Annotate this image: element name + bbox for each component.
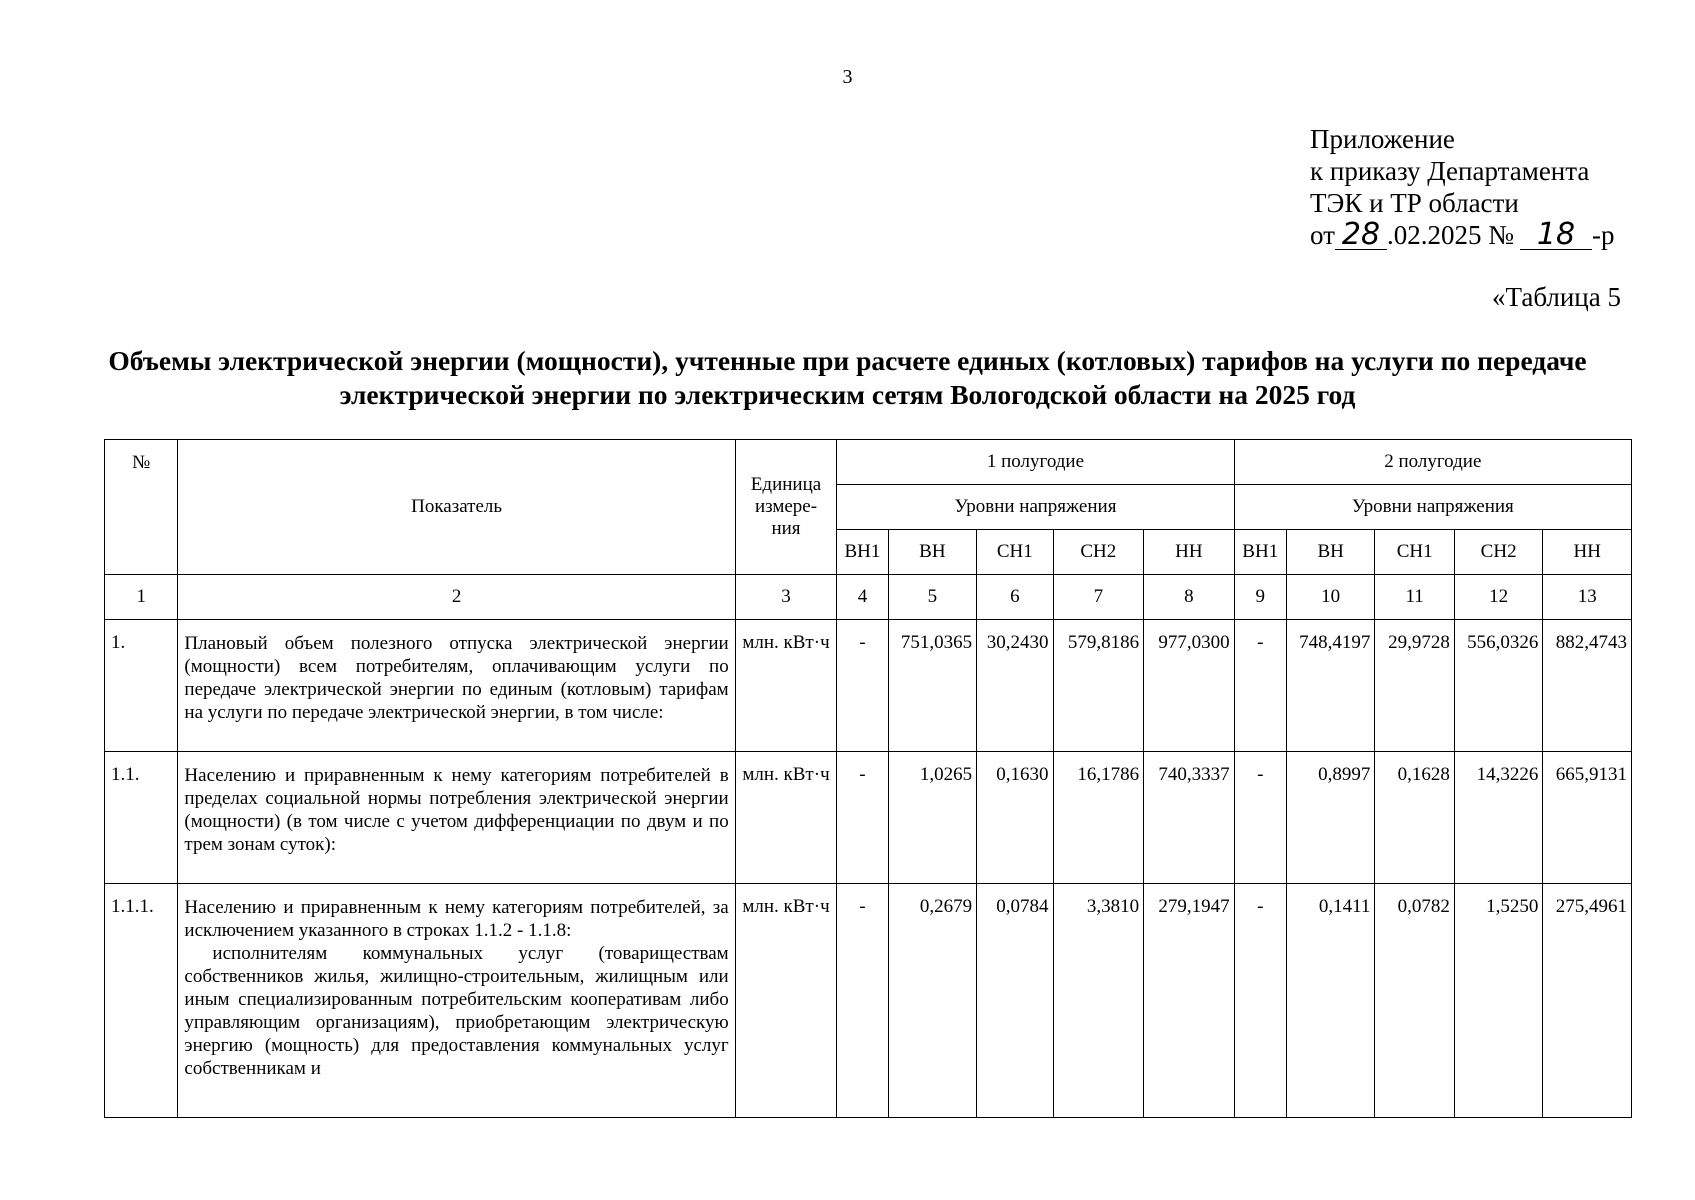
subheader-cell: СН1	[977, 530, 1053, 575]
subheader-cell: ВН1	[1234, 530, 1286, 575]
volumes-table-wrapper	[104, 439, 1632, 1118]
header-indicator: Показатель	[178, 440, 735, 575]
row-number: 1.1.1.	[105, 884, 178, 1118]
date-prefix: от	[1310, 220, 1335, 250]
row-indicator	[178, 884, 735, 1118]
column-number: 12	[1454, 575, 1543, 620]
value-cell: 882,4743	[1543, 620, 1632, 752]
appendix-line-2: к приказу Департамента	[1310, 156, 1590, 186]
value-cell: -	[1234, 752, 1286, 884]
value-cell: 1,0265	[888, 752, 977, 884]
value-cell: 0,8997	[1286, 752, 1375, 884]
appendix-line-1: Приложение	[1310, 124, 1455, 154]
date-suffix: .02.2025 №	[1386, 220, 1514, 250]
value-cell: 0,0784	[977, 884, 1053, 1118]
header-unit: Единица измере-ния	[735, 440, 837, 575]
value-cell: 977,0300	[1144, 620, 1235, 752]
value-cell: -	[837, 884, 888, 1118]
value-cell: 751,0365	[888, 620, 977, 752]
row-indicator: Плановый объем полезного отпуска электрической энергии (мощности) всем потребителям, оплачивающим услуги по передаче электрической энергии по единым (котловым) тарифам на услуги по передаче электрической энергии, в том числе:	[178, 620, 735, 752]
table-row	[105, 620, 1632, 752]
value-cell: 29,9728	[1375, 620, 1454, 752]
subheader-cell: ВН	[1286, 530, 1375, 575]
column-number: 11	[1375, 575, 1454, 620]
value-cell: 275,4961	[1543, 884, 1632, 1118]
row-indicator-text: Населению и приравненным к нему категориям потребителей, за исключением указанного в строках 1.1.2 - 1.1.8:	[184, 897, 729, 941]
column-number: 4	[837, 575, 888, 620]
row-number: 1.1.	[105, 752, 178, 884]
value-cell: -	[837, 752, 888, 884]
title-line-1: Объемы электрической энергии (мощности), учтенные при расчете единых (котловых) тарифов на услуги по передаче	[108, 345, 1587, 376]
column-number: 9	[1234, 575, 1286, 620]
value-cell: 0,1630	[977, 752, 1053, 884]
value-cell: -	[1234, 620, 1286, 752]
row-unit: млн. кВт·ч	[735, 884, 837, 1118]
value-cell: 0,0782	[1375, 884, 1454, 1118]
header-half-2: 2 полугодие	[1234, 440, 1631, 485]
value-cell: 0,1411	[1286, 884, 1375, 1118]
table-row	[105, 884, 1632, 1118]
column-number: 13	[1543, 575, 1632, 620]
header-number: №	[105, 440, 178, 575]
subheader-cell: ВН1	[837, 530, 888, 575]
column-number: 5	[888, 575, 977, 620]
handwritten-number: 18	[1520, 221, 1592, 250]
subheader-cell: СН1	[1375, 530, 1454, 575]
page-number: 3	[842, 66, 853, 88]
row-unit: млн. кВт·ч	[735, 620, 837, 752]
value-cell: 665,9131	[1543, 752, 1632, 884]
header-half-1: 1 полугодие	[837, 440, 1234, 485]
header-voltage-levels-1: Уровни напряжения	[837, 485, 1234, 530]
handwritten-day: 28	[1335, 221, 1387, 250]
column-number: 1	[105, 575, 178, 620]
value-cell: 3,3810	[1053, 884, 1144, 1118]
value-cell: 30,2430	[977, 620, 1053, 752]
value-cell: 0,2679	[888, 884, 977, 1118]
header-voltage-levels-2: Уровни напряжения	[1234, 485, 1631, 530]
value-cell: 16,1786	[1053, 752, 1144, 884]
appendix-date-line	[1310, 219, 1614, 251]
column-number: 2	[178, 575, 735, 620]
table-label: «Таблица 5	[1492, 282, 1621, 312]
subheader-cell: СН2	[1454, 530, 1543, 575]
subheader-cell: ВН	[888, 530, 977, 575]
value-cell: 1,5250	[1454, 884, 1543, 1118]
value-cell: 0,1628	[1375, 752, 1454, 884]
row-indicator: Населению и приравненным к нему категориям потребителей в пределах социальной нормы потребления электрической энергии (мощности) (в том числе с учетом дифференциации по двум и по трем зонам суток):	[178, 752, 735, 884]
table-row	[105, 752, 1632, 884]
value-cell: -	[837, 620, 888, 752]
value-cell: 740,3337	[1144, 752, 1235, 884]
value-cell: 556,0326	[1454, 620, 1543, 752]
value-cell: 579,8186	[1053, 620, 1144, 752]
subheader-cell: СН2	[1053, 530, 1144, 575]
column-number: 3	[735, 575, 837, 620]
document-title	[40, 344, 1655, 412]
column-number: 8	[1144, 575, 1235, 620]
value-cell: -	[1234, 884, 1286, 1118]
appendix-block	[1310, 123, 1614, 251]
value-cell: 14,3226	[1454, 752, 1543, 884]
appendix-line-3: ТЭК и ТР области	[1310, 188, 1519, 218]
row-indicator-text-continued: исполнителям коммунальных услуг (товариществам собственников жилья, жилищно-строительным, жилищным или иным специализированным потребительским кооперативам либо управляющим организациям), приобретающим электрическую энергию (мощность) для предоставления коммунальных услуг собственникам и	[184, 943, 729, 1079]
subheader-cell: НН	[1543, 530, 1632, 575]
value-cell: 748,4197	[1286, 620, 1375, 752]
title-line-2: электрической энергии по электрическим сетям Вологодской области на 2025 год	[339, 379, 1356, 410]
row-unit: млн. кВт·ч	[735, 752, 837, 884]
column-number: 7	[1053, 575, 1144, 620]
value-cell: 279,1947	[1144, 884, 1235, 1118]
row-number: 1.	[105, 620, 178, 752]
volumes-table	[104, 439, 1632, 1118]
number-suffix: -р	[1591, 220, 1615, 250]
column-number: 6	[977, 575, 1053, 620]
column-number: 10	[1286, 575, 1375, 620]
subheader-cell: НН	[1144, 530, 1235, 575]
